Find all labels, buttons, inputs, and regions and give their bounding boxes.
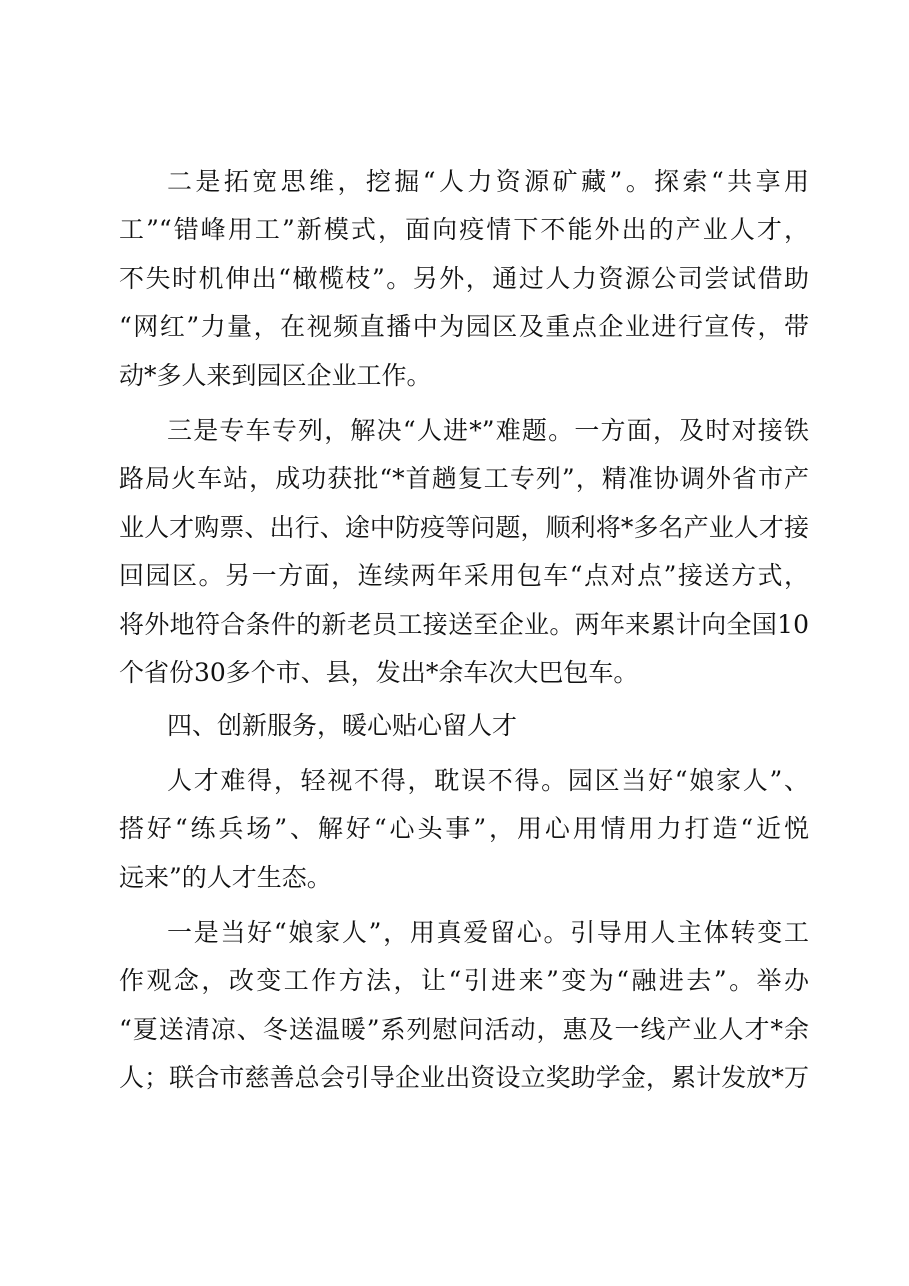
text-line: 回园区。另一方面，连续两年采用包车“点对点”接送方式， bbox=[119, 561, 809, 590]
text-line: 远来”的人才生态。 bbox=[119, 863, 332, 892]
text-line: 路局火车站，成功获批“*首趟复工专列”，精准协调外省市产 bbox=[119, 464, 809, 493]
text-line: 搭好“练兵场”、解好“心头事”，用心用情用力打造“近悦 bbox=[119, 814, 809, 843]
text-line: 三是专车专列，解决“人进*”难题。一方面，及时对接铁 bbox=[167, 416, 809, 445]
text-line: 一是当好“娘家人”，用真爱留心。引导用人主体转变工 bbox=[167, 918, 809, 947]
text-line: “网红”力量，在视频直播中为园区及重点企业进行宣传，带 bbox=[119, 312, 809, 341]
text-line: 人才难得，轻视不得，耽误不得。园区当好“娘家人”、 bbox=[167, 766, 809, 795]
text-line: 工”“错峰用工”新模式，面向疫情下不能外出的产业人才， bbox=[119, 215, 809, 244]
text-line: 不失时机伸出“橄榄枝”。另外，通过人力资源公司尝试借助 bbox=[119, 264, 809, 293]
text-line: 个省份30多个市、县，发出*余车次大巴包车。 bbox=[119, 658, 639, 687]
heading-text: 四、创新服务，暖心贴心留人才 bbox=[167, 711, 518, 740]
text-line: 作观念，改变工作方法，让“引进来”变为“融进去”。举办 bbox=[119, 966, 809, 995]
text-line: 将外地符合条件的新老员工接送至企业。两年来累计向全国10 bbox=[119, 610, 809, 639]
text-line: 二是拓宽思维，挖掘“人力资源矿藏”。探索“共享用 bbox=[167, 167, 809, 196]
text-line: 动*多人来到园区企业工作。 bbox=[119, 361, 432, 390]
text-line: “夏送清凉、冬送温暖”系列慰问活动，惠及一线产业人才*余 bbox=[119, 1015, 809, 1044]
text-line: 业人才购票、出行、途中防疫等问题，顺利将*多名产业人才接 bbox=[119, 513, 809, 542]
text-line: 人；联合市慈善总会引导企业出资设立奖助学金，累计发放*万 bbox=[119, 1063, 809, 1092]
